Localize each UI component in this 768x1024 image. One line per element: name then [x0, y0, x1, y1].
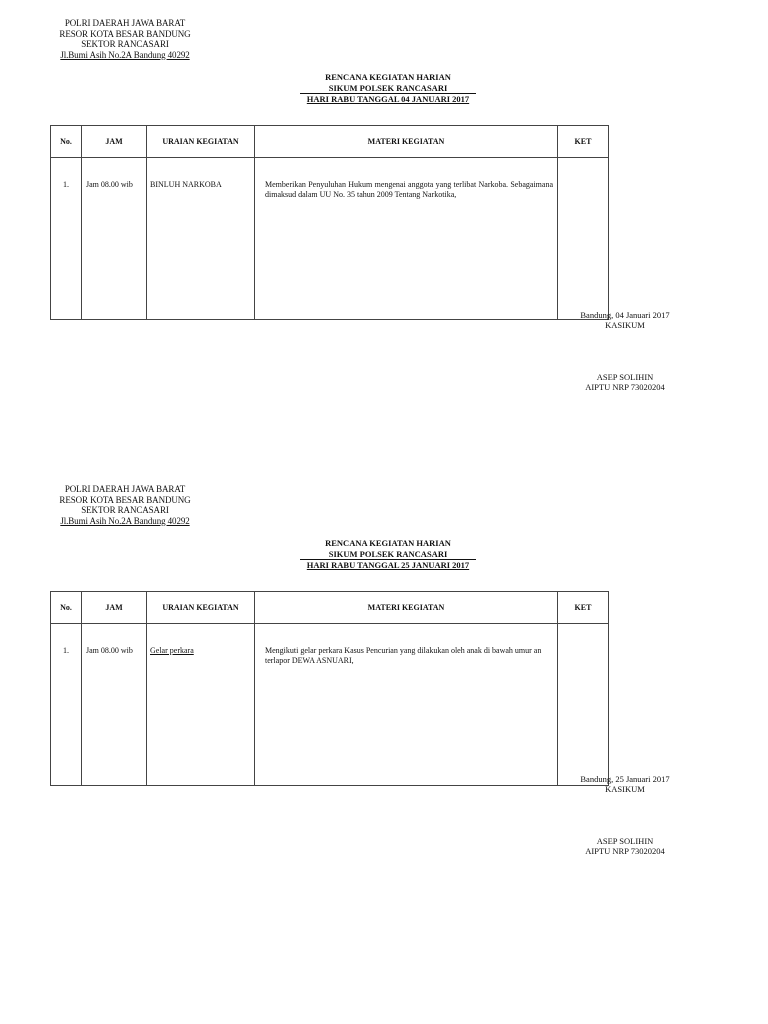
title-line: RENCANA KEGIATAN HARIAN	[325, 538, 451, 548]
header-ket: KET	[558, 592, 609, 624]
signature-place-date: Bandung, 25 Januari 2017	[580, 774, 670, 784]
cell-ket	[558, 624, 609, 786]
table-row	[51, 624, 609, 786]
agency-line: RESOR KOTA BESAR BANDUNG	[59, 28, 191, 39]
header-jam: JAM	[82, 592, 147, 624]
signature-block	[570, 310, 680, 392]
cell-jam: Jam 08.00 wib	[82, 158, 147, 320]
signature-name-block	[570, 372, 680, 392]
cell-no: 1.	[51, 158, 82, 320]
cell-uraian-text: Gelar perkara	[150, 646, 194, 655]
header-no: No.	[51, 592, 82, 624]
agency-address: Jl.Bumi Asih No.2A Bandung 40292	[60, 515, 190, 526]
header-uraian: URAIAN KEGIATAN	[147, 592, 255, 624]
title-date-line: HARI RABU TANGGAL 04 JANUARI 2017	[300, 93, 476, 105]
signature-role: KASIKUM	[605, 320, 645, 330]
cell-materi: Memberikan Penyuluhan Hukum mengenai anggota yang terlibat Narkoba. Sebagaimana dimaksud dalam UU No. 35 tahun 2009 Tentang Narkotika,	[255, 158, 558, 320]
cell-jam: Jam 08.00 wib	[82, 624, 147, 786]
table-header-row	[51, 126, 609, 158]
document-title	[300, 538, 476, 571]
agency-header	[48, 18, 202, 60]
signature-name: ASEP SOLIHIN	[596, 372, 654, 382]
title-line: SIKUM POLSEK RANCASARI	[328, 82, 448, 93]
agency-line: POLRI DAERAH JAWA BARAT	[64, 484, 186, 494]
table-header-row	[51, 592, 609, 624]
agency-line: RESOR KOTA BESAR BANDUNG	[59, 494, 191, 505]
signature-block	[570, 774, 680, 856]
header-jam: JAM	[82, 126, 147, 158]
header-uraian: URAIAN KEGIATAN	[147, 126, 255, 158]
activity-table	[50, 125, 609, 320]
table-row	[51, 158, 609, 320]
signature-role: KASIKUM	[605, 784, 645, 794]
agency-line: SEKTOR RANCASARI	[81, 505, 169, 515]
title-line: RENCANA KEGIATAN HARIAN	[325, 72, 451, 82]
header-materi: MATERI KEGIATAN	[255, 592, 558, 624]
title-line: SIKUM POLSEK RANCASARI	[328, 548, 448, 559]
agency-line: POLRI DAERAH JAWA BARAT	[64, 18, 186, 28]
agency-address: Jl.Bumi Asih No.2A Bandung 40292	[60, 49, 190, 60]
signature-name: ASEP SOLIHIN	[596, 836, 654, 846]
header-materi: MATERI KEGIATAN	[255, 126, 558, 158]
title-date-line: HARI RABU TANGGAL 25 JANUARI 2017	[300, 559, 476, 571]
agency-header	[48, 484, 202, 526]
cell-uraian: BINLUH NARKOBA	[147, 158, 255, 320]
header-no: No.	[51, 126, 82, 158]
document-title	[300, 72, 476, 105]
signature-rank: AIPTU NRP 73020204	[585, 382, 665, 392]
cell-materi: Mengikuti gelar perkara Kasus Pencurian yang dilakukan oleh anak di bawah umur an terlapor DEWA ASNUARI,	[255, 624, 558, 786]
activity-table	[50, 591, 609, 786]
signature-rank: AIPTU NRP 73020204	[585, 846, 665, 856]
cell-uraian	[147, 624, 255, 786]
agency-line: SEKTOR RANCASARI	[81, 39, 169, 49]
signature-name-block	[570, 836, 680, 856]
cell-no: 1.	[51, 624, 82, 786]
cell-ket	[558, 158, 609, 320]
header-ket: KET	[558, 126, 609, 158]
signature-place-date: Bandung, 04 Januari 2017	[580, 310, 670, 320]
